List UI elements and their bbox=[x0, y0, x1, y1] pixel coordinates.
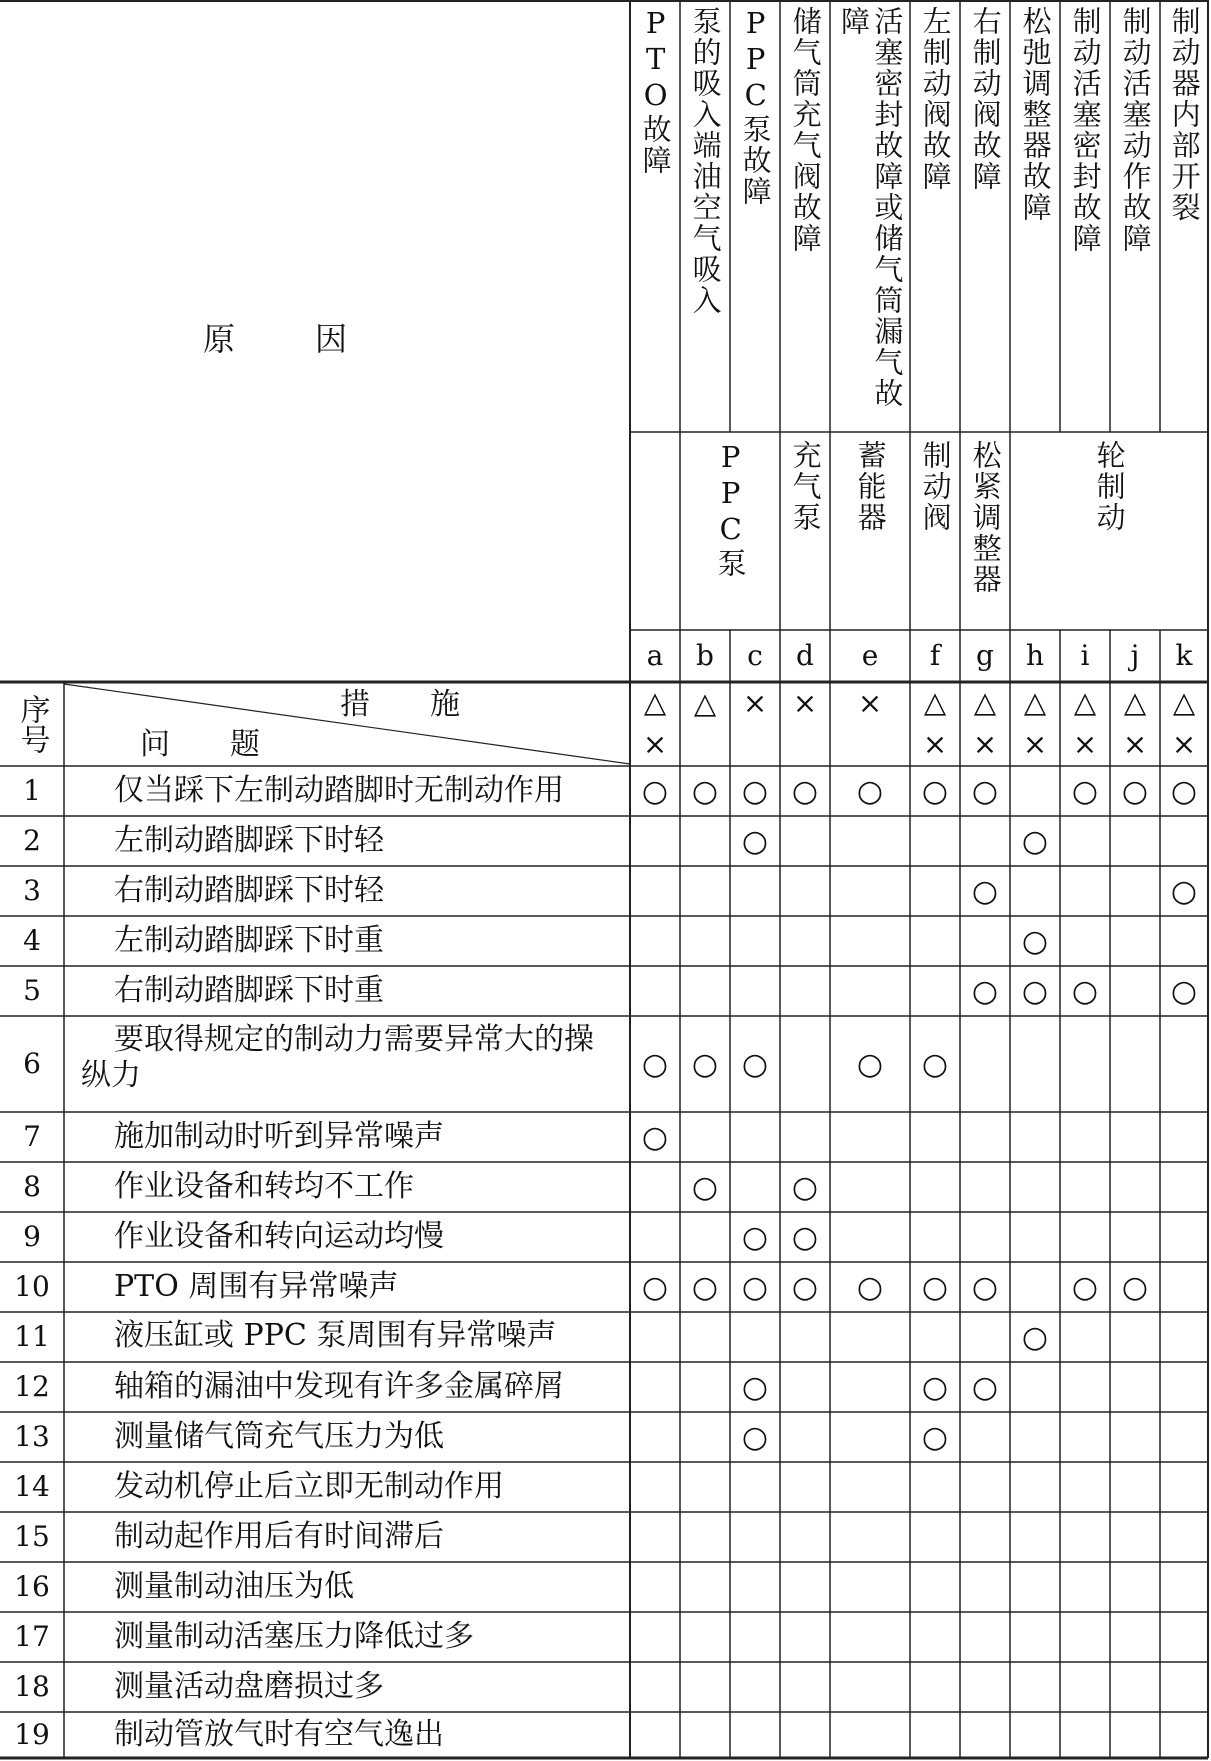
column-letter-b: b bbox=[696, 638, 714, 672]
circle-icon: ○ bbox=[921, 1046, 949, 1082]
row-number: 9 bbox=[23, 1219, 41, 1253]
row-number: 8 bbox=[23, 1169, 41, 1203]
circle-icon: ○ bbox=[971, 1269, 999, 1305]
column-letter-j: j bbox=[1130, 638, 1140, 672]
circle-icon: ○ bbox=[921, 773, 949, 809]
circle-icon: ○ bbox=[1071, 973, 1099, 1009]
problem-text: 测量储气筒充气压力为低 bbox=[114, 1419, 444, 1454]
seq-header bbox=[0, 682, 64, 766]
cross-icon: × bbox=[1022, 727, 1048, 762]
problem-text: 制动起作用后有时间滞后 bbox=[114, 1519, 444, 1554]
problem-text: 施加制动时听到异常噪声 bbox=[114, 1119, 444, 1154]
row-number: 10 bbox=[14, 1269, 50, 1303]
circle-icon: ○ bbox=[641, 773, 669, 809]
cross-icon: × bbox=[857, 686, 883, 720]
circle-icon: ○ bbox=[1021, 823, 1049, 859]
cross-icon: × bbox=[792, 686, 818, 720]
seq-header-label: 序号 bbox=[14, 694, 50, 754]
problem-text: 测量制动活塞压力降低过多 bbox=[114, 1619, 474, 1654]
group-label: PPC泵 bbox=[713, 440, 748, 579]
row-number: 18 bbox=[14, 1669, 50, 1703]
problem-text: PTO 周围有异常噪声 bbox=[114, 1269, 399, 1304]
circle-icon: ○ bbox=[741, 823, 769, 859]
circle-icon: ○ bbox=[691, 1269, 719, 1305]
circle-icon: ○ bbox=[741, 1419, 769, 1455]
circle-icon: ○ bbox=[971, 1369, 999, 1405]
row-number: 2 bbox=[23, 823, 41, 857]
row-number: 7 bbox=[23, 1119, 41, 1153]
measure-symbols-b bbox=[680, 682, 730, 766]
circle-icon: ○ bbox=[921, 1369, 949, 1405]
problem-text: 要取得规定的制动力需要异常大的操纵力 bbox=[81, 1022, 594, 1093]
row-number: 17 bbox=[14, 1619, 50, 1653]
row-number: 3 bbox=[23, 873, 41, 907]
circle-icon: ○ bbox=[691, 1169, 719, 1205]
cause-column-f bbox=[910, 6, 960, 428]
group-3 bbox=[830, 440, 910, 626]
cause-column-b bbox=[680, 6, 730, 428]
problem-text: 测量制动油压为低 bbox=[114, 1569, 354, 1604]
circle-icon: ○ bbox=[1021, 923, 1049, 959]
cause-label-k: 制动器内部开裂 bbox=[1167, 6, 1202, 223]
cause-header-label: 原因 bbox=[202, 320, 427, 359]
circle-icon: ○ bbox=[1071, 1269, 1099, 1305]
circle-icon: ○ bbox=[641, 1119, 669, 1155]
circle-icon: ○ bbox=[971, 973, 999, 1009]
triangle-icon: △ bbox=[1172, 685, 1196, 720]
column-letter-e: e bbox=[861, 638, 879, 672]
circle-icon: ○ bbox=[1121, 1269, 1149, 1305]
row-number: 6 bbox=[23, 1046, 41, 1080]
problem-text: 作业设备和转均不工作 bbox=[114, 1169, 414, 1204]
circle-icon: ○ bbox=[741, 1369, 769, 1405]
problem-text: 测量活动盘磨损过多 bbox=[114, 1669, 384, 1704]
measure-symbols-f bbox=[910, 682, 960, 766]
triangle-icon: △ bbox=[1023, 685, 1047, 720]
column-letter-g: g bbox=[976, 638, 994, 672]
measure-symbols-h bbox=[1010, 682, 1060, 766]
measure-symbols-i bbox=[1060, 682, 1110, 766]
problem-text: 发动机停止后立即无制动作用 bbox=[114, 1469, 504, 1504]
circle-icon: ○ bbox=[741, 773, 769, 809]
triangle-icon: △ bbox=[643, 685, 667, 720]
group-4 bbox=[910, 440, 960, 626]
circle-icon: ○ bbox=[1121, 773, 1149, 809]
triangle-icon: △ bbox=[693, 686, 717, 720]
cause-column-i bbox=[1060, 6, 1110, 428]
cause-column-k bbox=[1160, 6, 1208, 428]
row-number: 4 bbox=[23, 923, 41, 957]
cause-label-d: 储气筒充气阀故障 bbox=[788, 6, 823, 254]
cause-label-a: PTO故障 bbox=[638, 6, 673, 176]
problem-text: 左制动踏脚踩下时重 bbox=[114, 923, 384, 958]
column-letter-h: h bbox=[1025, 638, 1045, 672]
measure-symbols-c bbox=[730, 682, 780, 766]
row-number: 13 bbox=[14, 1419, 50, 1453]
cross-icon: × bbox=[972, 727, 998, 762]
triangle-icon: △ bbox=[1123, 685, 1147, 720]
problem-text: 制动管放气时有空气逸出 bbox=[114, 1717, 444, 1752]
column-letter-d: d bbox=[796, 638, 814, 672]
circle-icon: ○ bbox=[741, 1046, 769, 1082]
measure-header-label: 措施 bbox=[340, 686, 520, 722]
cause-label-j: 制动活塞动作故障 bbox=[1118, 6, 1153, 254]
cross-icon: × bbox=[1122, 727, 1148, 762]
column-letter-a: a bbox=[646, 638, 664, 672]
triangle-icon: △ bbox=[923, 685, 947, 720]
measure-symbols-a bbox=[630, 682, 680, 766]
problem-text: 轴箱的漏油中发现有许多金属碎屑 bbox=[114, 1369, 564, 1404]
problem-text: 仅当踩下左制动踏脚时无制动作用 bbox=[114, 773, 564, 808]
circle-icon: ○ bbox=[691, 1046, 719, 1082]
group-label: 充气泵 bbox=[788, 440, 823, 533]
problem-header-label: 问题 bbox=[140, 726, 320, 762]
cause-column-g bbox=[960, 6, 1010, 428]
cause-label-b: 泵的吸入端油空气吸入 bbox=[688, 6, 723, 316]
cause-label-i: 制动活塞密封故障 bbox=[1068, 6, 1103, 254]
cause-column-a bbox=[630, 6, 680, 428]
measure-symbols-k bbox=[1160, 682, 1208, 766]
problem-text: 右制动踏脚踩下时重 bbox=[114, 973, 384, 1008]
problem-text: 左制动踏脚踩下时轻 bbox=[114, 823, 384, 858]
group-6 bbox=[1010, 440, 1208, 626]
cause-label-c: PPC泵故障 bbox=[738, 6, 773, 207]
cause-column-h bbox=[1010, 6, 1060, 428]
circle-icon: ○ bbox=[1170, 873, 1198, 909]
circle-icon: ○ bbox=[791, 773, 819, 809]
problem-header bbox=[140, 724, 320, 764]
row-number: 15 bbox=[14, 1519, 50, 1553]
group-label: 制动阀 bbox=[918, 440, 953, 533]
row-number: 5 bbox=[23, 973, 41, 1007]
circle-icon: ○ bbox=[971, 773, 999, 809]
group-2 bbox=[780, 440, 830, 626]
circle-icon: ○ bbox=[856, 773, 884, 809]
group-label: 松紧调整器 bbox=[968, 440, 1003, 595]
cross-icon: × bbox=[1171, 727, 1197, 762]
row-number: 19 bbox=[14, 1717, 50, 1751]
cause-column-e bbox=[830, 6, 910, 428]
circle-icon: ○ bbox=[971, 873, 999, 909]
column-letter-i: i bbox=[1080, 638, 1090, 672]
row-number: 11 bbox=[14, 1319, 50, 1353]
cause-column-c bbox=[730, 6, 780, 428]
cross-icon: × bbox=[1072, 727, 1098, 762]
column-letter-k: k bbox=[1175, 638, 1193, 672]
circle-icon: ○ bbox=[1071, 773, 1099, 809]
cross-icon: × bbox=[922, 727, 948, 762]
circle-icon: ○ bbox=[741, 1219, 769, 1255]
column-letter-f: f bbox=[929, 638, 941, 672]
row-number: 14 bbox=[14, 1469, 50, 1503]
cross-icon: × bbox=[742, 686, 768, 720]
cause-label-h: 松弛调整器故障 bbox=[1018, 6, 1053, 223]
cause-column-j bbox=[1110, 6, 1160, 428]
group-5 bbox=[960, 440, 1010, 626]
circle-icon: ○ bbox=[791, 1219, 819, 1255]
circle-icon: ○ bbox=[791, 1169, 819, 1205]
triangle-icon: △ bbox=[973, 685, 997, 720]
circle-icon: ○ bbox=[1021, 973, 1049, 1009]
problem-text: 作业设备和转向运动均慢 bbox=[114, 1219, 444, 1254]
row-number: 16 bbox=[14, 1569, 50, 1603]
measure-symbols-e bbox=[830, 682, 910, 766]
circle-icon: ○ bbox=[1021, 1319, 1049, 1355]
problem-text: 液压缸或 PPC 泵周围有异常噪声 bbox=[114, 1318, 557, 1353]
triangle-icon: △ bbox=[1073, 685, 1097, 720]
cause-label-f: 左制动阀故障 bbox=[918, 6, 953, 192]
measure-symbols-g bbox=[960, 682, 1010, 766]
group-1 bbox=[680, 440, 780, 626]
circle-icon: ○ bbox=[1170, 773, 1198, 809]
cause-label-e: 活塞密封故障或储气筒漏气故障 bbox=[837, 6, 905, 409]
measure-symbols-d bbox=[780, 682, 830, 766]
row-number: 12 bbox=[14, 1369, 50, 1403]
circle-icon: ○ bbox=[641, 1269, 669, 1305]
circle-icon: ○ bbox=[856, 1046, 884, 1082]
circle-icon: ○ bbox=[921, 1419, 949, 1455]
circle-icon: ○ bbox=[641, 1046, 669, 1082]
group-label: 轮制动 bbox=[1092, 440, 1127, 533]
circle-icon: ○ bbox=[856, 1269, 884, 1305]
cause-column-d bbox=[780, 6, 830, 428]
circle-icon: ○ bbox=[1170, 973, 1198, 1009]
cause-label-g: 右制动阀故障 bbox=[968, 6, 1003, 192]
measure-symbols-j bbox=[1110, 682, 1160, 766]
circle-icon: ○ bbox=[791, 1269, 819, 1305]
measure-header bbox=[280, 684, 580, 724]
cross-icon: × bbox=[642, 727, 668, 762]
circle-icon: ○ bbox=[741, 1269, 769, 1305]
column-letter-c: c bbox=[747, 638, 763, 672]
cause-header bbox=[0, 0, 630, 680]
circle-icon: ○ bbox=[921, 1269, 949, 1305]
group-label: 蓄能器 bbox=[853, 440, 888, 533]
circle-icon: ○ bbox=[691, 773, 719, 809]
row-number: 1 bbox=[23, 773, 41, 807]
problem-text: 右制动踏脚踩下时轻 bbox=[114, 873, 384, 908]
